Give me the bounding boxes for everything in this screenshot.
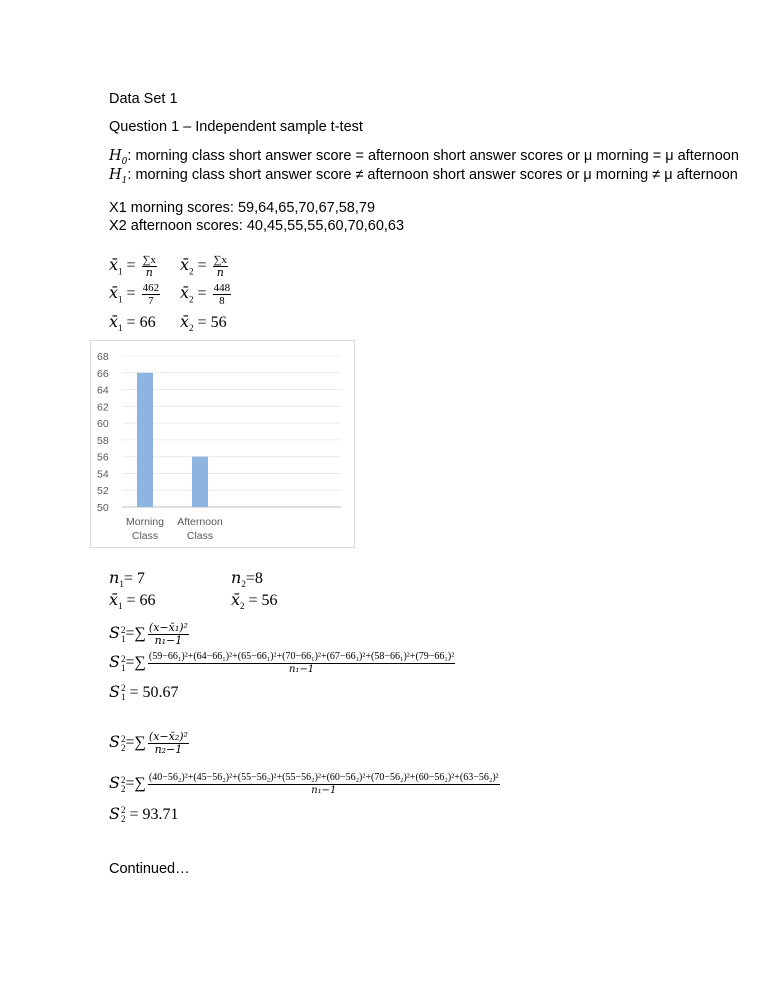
x2-scores: X2 afternoon scores: 40,45,55,55,60,70,60,63	[109, 218, 405, 234]
xbar1: $x̄_1 = 66$	[109, 590, 156, 612]
bar-1	[192, 457, 208, 507]
mean1-result: $x̄_1 = 66$	[109, 312, 156, 334]
mean1-values: $x̄_1$ = $\frac{462}{7}$	[109, 282, 160, 307]
xbar2: $x̄_2 = 56$	[231, 590, 278, 612]
alt-hypothesis: $H_1$: morning class short answer score ≠ afternoon short answer scores or μ morning ≠ μ afternoon	[109, 167, 738, 186]
s1-expanded: S 2 1 =∑ (59−66₁)²+(64−66₁)²+(65−66₁)²+(70−66₁)²+(67−66₁)²+(58−66₁)²+(79−66₁)² n₁−1	[109, 651, 455, 675]
n2: $n_2=8$	[231, 568, 263, 590]
x-tick-label: Morning	[126, 516, 164, 528]
null-hypothesis: $H_0$: morning class short answer score = afternoon short answer scores or μ morning = μ afternoon	[109, 148, 739, 167]
bar-0	[137, 373, 153, 507]
y-tick-label: 58	[97, 434, 109, 447]
y-tick-label: 50	[97, 502, 109, 514]
s2-expanded: S 2 2 =∑ (40−56₂)²+(45−56₂)²+(55−56₂)²+(55−56₂)²+(60−56₂)²+(70−56₂)²+(60−56₂)²+(63−56₂)² n₁−1	[109, 772, 499, 796]
s1-result: S 2 1 = 50.67	[109, 682, 179, 703]
y-tick-label: 52	[97, 485, 109, 498]
y-tick-label: 64	[97, 384, 109, 397]
y-tick-label: 66	[97, 367, 109, 380]
s2-definition: S 2 2 =∑ $\frac{\text{(x−x̄₂)²}}{\text{n₂−1}}$	[109, 730, 188, 756]
mean2-formula: $x̄_2$ = $\frac{\sum x}{n}$	[180, 254, 227, 279]
question-heading: Question 1 – Independent sample t-test	[109, 119, 363, 135]
bar-chart	[90, 340, 355, 548]
y-tick-label: 54	[97, 468, 109, 481]
continued-text: Continued…	[109, 861, 190, 877]
x-tick-label: Class	[131, 530, 159, 542]
x1-scores: X1 morning scores: 59,64,65,70,67,58,79	[109, 200, 376, 216]
mean1-formula: $x̄_1$ = $\frac{\sum x}{n}$	[109, 254, 156, 279]
n1: $n_1= 7$	[109, 568, 145, 590]
y-tick-label: 60	[97, 418, 109, 431]
y-tick-label: 62	[97, 401, 109, 414]
y-tick-label: 56	[97, 451, 109, 464]
doc-title: Data Set 1	[109, 91, 178, 107]
x-tick-label: Class	[186, 530, 214, 542]
y-tick-label: 68	[97, 351, 109, 363]
s1-definition: S 2 1 =∑ $\frac{\text{(x−x̄₁)²}}{\text{n₁−1}}$	[109, 621, 188, 647]
s2-result: S 2 2 = 93.71	[109, 804, 179, 825]
mean2-values: $x̄_2$ = $\frac{448}{8}$	[180, 282, 231, 307]
mean2-result: $x̄_2 = 56$	[180, 312, 227, 334]
x-tick-label: Afternoon	[177, 516, 223, 528]
